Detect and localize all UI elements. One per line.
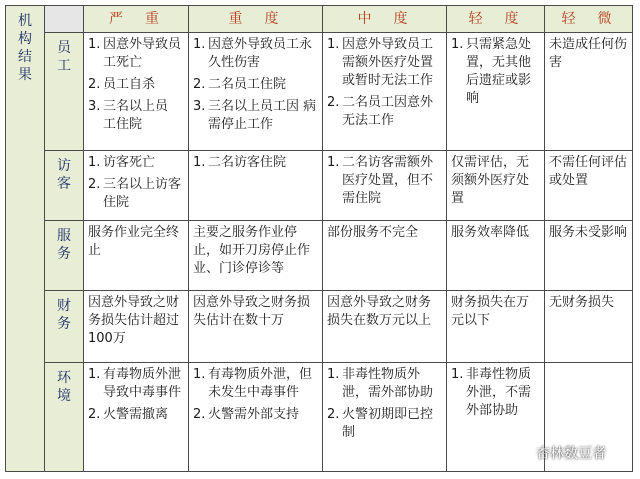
cell-finance-2 bbox=[323, 291, 447, 363]
item-text: 非毒性物质外泄，需外部协助 bbox=[342, 367, 434, 400]
row-label-char: 工 bbox=[57, 58, 71, 74]
criteria-item bbox=[88, 406, 184, 424]
cell-finance-0 bbox=[84, 291, 189, 363]
cell-text: 无财务损失 bbox=[549, 295, 615, 310]
criteria-item bbox=[88, 176, 184, 212]
cell-text: 服务作业完全终止 bbox=[88, 225, 180, 258]
criteria-item bbox=[88, 36, 184, 72]
criteria-item bbox=[327, 94, 442, 130]
criteria-list bbox=[327, 154, 442, 208]
criteria-item bbox=[451, 366, 540, 420]
row-staff bbox=[6, 33, 633, 151]
criteria-item bbox=[193, 36, 318, 72]
row-label-staff bbox=[45, 33, 84, 151]
item-number: 1. bbox=[327, 367, 340, 382]
risk-severity-table bbox=[5, 5, 632, 471]
item-text: 只需紧急处置，无其他后遗症或影响 bbox=[466, 37, 532, 106]
row-label-char: 服 bbox=[57, 228, 71, 244]
item-number: 2. bbox=[88, 177, 101, 192]
item-number: 3. bbox=[193, 99, 206, 114]
cell-text: 仅需评估，无须额外医疗处置 bbox=[451, 155, 530, 206]
row-label-service bbox=[45, 221, 84, 291]
cell-staff-3 bbox=[447, 33, 545, 151]
item-text: 因意外导致员工需额外医疗处置或暂时无法工作 bbox=[342, 37, 434, 88]
item-number: 2. bbox=[88, 407, 101, 422]
criteria-item bbox=[193, 366, 318, 402]
criteria-item bbox=[88, 98, 184, 134]
cell-service-4 bbox=[545, 221, 633, 291]
criteria-list bbox=[88, 154, 184, 212]
row-label-char: 财 bbox=[57, 298, 71, 314]
cell-staff-1 bbox=[189, 33, 323, 151]
cell-visitor-0 bbox=[84, 151, 189, 221]
cell-finance-4 bbox=[545, 291, 633, 363]
cell-service-1 bbox=[189, 221, 323, 291]
criteria-list bbox=[88, 366, 184, 424]
criteria-item bbox=[88, 76, 184, 94]
criteria-item bbox=[193, 154, 318, 172]
criteria-item bbox=[327, 36, 442, 90]
level-header-severe: 严 重 bbox=[84, 6, 189, 33]
row-service bbox=[6, 221, 633, 291]
cell-text: 主要之服务作业停止，如开刀房停止作业、门诊停诊等 bbox=[193, 225, 311, 276]
item-number: 1. bbox=[193, 37, 206, 52]
item-number: 1. bbox=[327, 155, 340, 170]
item-number: 2. bbox=[193, 407, 206, 422]
side-label-char: 结 bbox=[18, 49, 32, 65]
criteria-item bbox=[327, 406, 442, 442]
wechat-icon bbox=[510, 444, 532, 462]
criteria-list bbox=[193, 36, 318, 134]
item-text: 非毒性物质外泄，不需外部协助 bbox=[466, 367, 532, 418]
item-text: 有毒物质外泄导致中毒事件 bbox=[103, 367, 182, 400]
item-text: 火警初期即已控制 bbox=[342, 407, 434, 440]
item-text: 三名以上员 工住院 bbox=[103, 99, 169, 132]
side-label-char: 果 bbox=[18, 67, 32, 83]
criteria-list bbox=[193, 154, 318, 172]
cell-text: 因意外导致之财务损失估计在数十万 bbox=[193, 295, 311, 328]
item-text: 有毒物质外泄，但未发生中毒事件 bbox=[208, 367, 313, 400]
row-finance bbox=[6, 291, 633, 363]
item-text: 二名员工住院 bbox=[208, 77, 287, 92]
row-label-environment bbox=[45, 363, 84, 472]
watermark bbox=[510, 440, 636, 466]
cell-service-0 bbox=[84, 221, 189, 291]
row-label-char: 访 bbox=[57, 158, 71, 174]
criteria-list bbox=[327, 36, 442, 130]
cell-text: 服务效率降低 bbox=[451, 225, 530, 240]
cell-text: 部份服务不完全 bbox=[327, 225, 419, 240]
row-visitor bbox=[6, 151, 633, 221]
row-label-char: 员 bbox=[57, 40, 71, 56]
row-label-char: 客 bbox=[57, 176, 71, 192]
criteria-list bbox=[327, 366, 442, 442]
criteria-item bbox=[327, 154, 442, 208]
item-text: 火警需撤离 bbox=[103, 407, 169, 422]
cell-finance-3 bbox=[447, 291, 545, 363]
item-number: 2. bbox=[88, 77, 101, 92]
item-text: 访客死亡 bbox=[103, 155, 156, 170]
row-label-visitor bbox=[45, 151, 84, 221]
criteria-item bbox=[193, 98, 318, 134]
item-text: 二名访客需额外医疗处置，但不需住院 bbox=[342, 155, 434, 206]
cell-service-3 bbox=[447, 221, 545, 291]
level-header-major: 重 度 bbox=[189, 6, 323, 33]
cell-text: 服务未受影响 bbox=[549, 225, 628, 240]
criteria-item bbox=[88, 154, 184, 172]
row-label-finance bbox=[45, 291, 84, 363]
cell-visitor-2 bbox=[323, 151, 447, 221]
cell-staff-4 bbox=[545, 33, 633, 151]
criteria-item bbox=[88, 366, 184, 402]
cell-text: 财务损失在万元以下 bbox=[451, 295, 530, 328]
row-label-char: 务 bbox=[57, 246, 71, 262]
item-number: 1. bbox=[451, 37, 464, 52]
row-label-char: 环 bbox=[57, 370, 71, 386]
item-number: 1. bbox=[88, 367, 101, 382]
criteria-list bbox=[451, 36, 540, 108]
level-header-moderate: 中 度 bbox=[323, 6, 447, 33]
cell-staff-0 bbox=[84, 33, 189, 151]
cell-environment-2 bbox=[323, 363, 447, 472]
item-text: 二名访客住院 bbox=[208, 155, 287, 170]
cell-service-2 bbox=[323, 221, 447, 291]
item-text: 二名员工因意外无法工作 bbox=[342, 95, 434, 128]
cell-text: 未造成任何伤害 bbox=[549, 37, 628, 70]
level-header-minor: 轻 度 bbox=[447, 6, 545, 33]
cell-visitor-4 bbox=[545, 151, 633, 221]
cell-text: 因意外导致之财务损失估计超过100万 bbox=[88, 295, 180, 346]
item-number: 1. bbox=[193, 155, 206, 170]
corner-cell bbox=[45, 6, 84, 33]
item-text: 员工自杀 bbox=[103, 77, 156, 92]
item-number: 1. bbox=[88, 155, 101, 170]
cell-visitor-1 bbox=[189, 151, 323, 221]
item-number: 1. bbox=[451, 367, 464, 382]
item-text: 三名以上员工因 病需停止工作 bbox=[208, 99, 317, 132]
item-number: 3. bbox=[88, 99, 101, 114]
cell-environment-1 bbox=[189, 363, 323, 472]
item-text: 因意外导致员工死亡 bbox=[103, 37, 182, 70]
cell-staff-2 bbox=[323, 33, 447, 151]
side-label bbox=[6, 6, 45, 472]
row-label-char: 境 bbox=[57, 388, 71, 404]
side-label-char: 构 bbox=[18, 31, 32, 47]
side-label-char: 机 bbox=[18, 13, 32, 29]
item-text: 因意外导致员工永久性伤害 bbox=[208, 37, 313, 70]
cell-environment-0 bbox=[84, 363, 189, 472]
watermark-text: 杏林数豆者 bbox=[536, 446, 606, 462]
item-number: 2. bbox=[327, 95, 340, 110]
criteria-item bbox=[193, 76, 318, 94]
item-number: 2. bbox=[327, 407, 340, 422]
item-number: 1. bbox=[327, 37, 340, 52]
cell-visitor-3 bbox=[447, 151, 545, 221]
item-number: 1. bbox=[193, 367, 206, 382]
level-header-slight: 轻 微 bbox=[545, 6, 633, 33]
cell-text: 不需任何评估或处置 bbox=[549, 155, 628, 188]
header-row bbox=[6, 6, 633, 33]
item-text: 三名以上访客住院 bbox=[103, 177, 182, 210]
criteria-list bbox=[193, 366, 318, 424]
item-number: 1. bbox=[88, 37, 101, 52]
criteria-item bbox=[327, 366, 442, 402]
criteria-list bbox=[88, 36, 184, 134]
cell-finance-1 bbox=[189, 291, 323, 363]
criteria-item bbox=[451, 36, 540, 108]
criteria-list bbox=[451, 366, 540, 420]
criteria-item bbox=[193, 406, 318, 424]
item-number: 2. bbox=[193, 77, 206, 92]
row-label-char: 务 bbox=[57, 316, 71, 332]
item-text: 火警需外部支持 bbox=[208, 407, 300, 422]
cell-text: 因意外导致之财务损失在数万元以上 bbox=[327, 295, 432, 328]
